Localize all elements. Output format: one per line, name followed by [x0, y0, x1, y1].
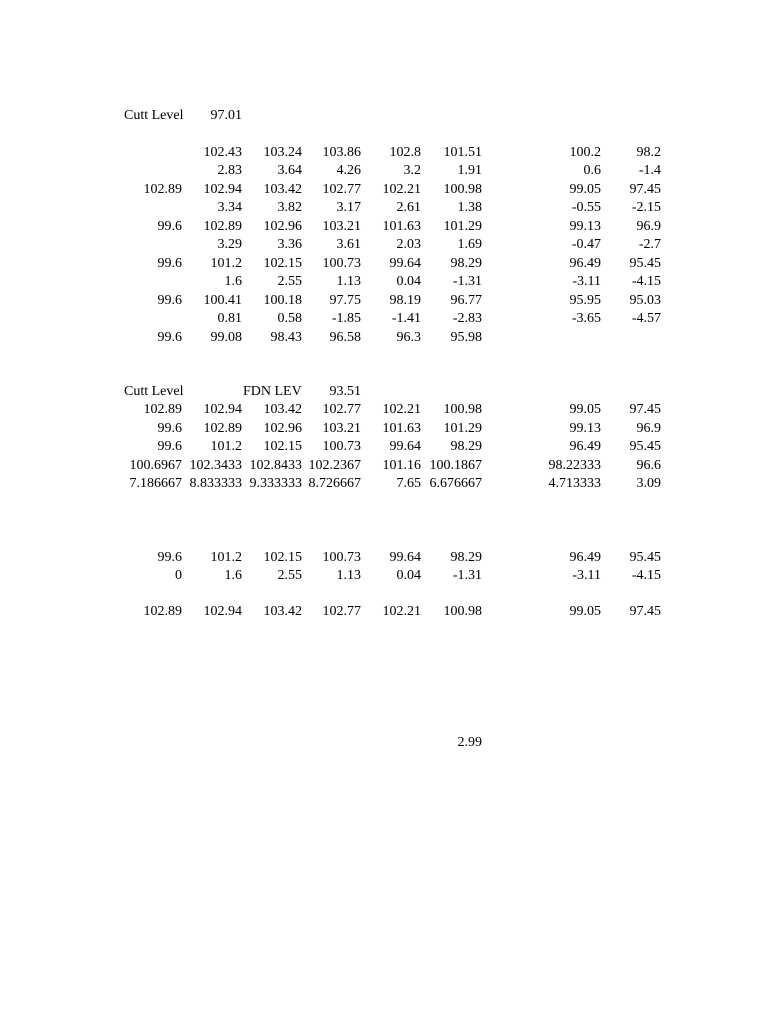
sheet-row — [0, 602, 768, 621]
sheet-cell: 101.16 — [382, 458, 421, 473]
sheet-cell: Cutt Level — [124, 384, 184, 399]
sheet-cell: 98.2 — [636, 145, 661, 160]
sheet-row — [0, 143, 768, 162]
sheet-row — [0, 272, 768, 291]
sheet-cell: 98.29 — [450, 439, 482, 454]
sheet-cell: 2.55 — [277, 274, 302, 289]
sheet-cell: 100.73 — [322, 439, 361, 454]
sheet-cell: -2.15 — [631, 200, 661, 215]
sheet-cell: 2.55 — [277, 568, 302, 583]
sheet-cell: 102.94 — [203, 182, 242, 197]
sheet-cell: -1.31 — [452, 274, 482, 289]
sheet-cell: 102.94 — [203, 402, 242, 417]
sheet-cell: 103.21 — [322, 421, 361, 436]
sheet-row — [0, 566, 768, 585]
sheet-cell: 101.51 — [443, 145, 482, 160]
sheet-cell: 100.73 — [322, 256, 361, 271]
sheet-cell: 3.17 — [336, 200, 361, 215]
sheet-cell: -3.11 — [572, 274, 601, 289]
sheet-cell: 101.2 — [210, 439, 242, 454]
sheet-cell: 99.64 — [389, 550, 421, 565]
sheet-cell: 7.186667 — [129, 476, 182, 491]
sheet-cell: 103.42 — [263, 604, 302, 619]
sheet-cell: 0.81 — [217, 311, 242, 326]
sheet-cell: 1.38 — [457, 200, 482, 215]
sheet-row — [0, 106, 768, 125]
sheet-cell: 1.13 — [336, 568, 361, 583]
sheet-row — [0, 254, 768, 273]
sheet-cell — [351, 106, 421, 125]
sheet-cell: 0.58 — [277, 311, 302, 326]
sheet-cell: 102.15 — [263, 550, 302, 565]
sheet-cell: 1.69 — [457, 237, 482, 252]
sheet-cell: 1.6 — [224, 568, 242, 583]
sheet-cell: 4.26 — [336, 163, 361, 178]
sheet-row — [0, 161, 768, 180]
sheet-cell: 97.45 — [629, 402, 661, 417]
sheet-cell: FDN LEV — [243, 384, 302, 399]
sheet-cell: -4.15 — [631, 568, 661, 583]
sheet-cell: 3.64 — [277, 163, 302, 178]
sheet-cell: 99.64 — [389, 439, 421, 454]
sheet-cell: 3.09 — [636, 476, 661, 491]
sheet-cell: 102.77 — [322, 182, 361, 197]
sheet-cell: 103.24 — [263, 145, 302, 160]
sheet-cell — [591, 106, 661, 125]
sheet-row — [0, 328, 768, 347]
sheet-cell: 99.05 — [569, 604, 601, 619]
sheet-cell: 99.05 — [569, 402, 601, 417]
sheet-cell: 102.89 — [203, 421, 242, 436]
sheet-cell: 100.98 — [443, 402, 482, 417]
sheet-cell: -3.11 — [572, 568, 601, 583]
sheet-cell — [172, 382, 242, 401]
sheet-cell: 8.726667 — [308, 476, 361, 491]
sheet-cell: 103.86 — [322, 145, 361, 160]
sheet-cell: 2.03 — [396, 237, 421, 252]
sheet-cell: 99.13 — [569, 219, 601, 234]
sheet-cell: Cutt Level — [124, 108, 184, 123]
sheet-cell: 8.833333 — [189, 476, 242, 491]
sheet-cell: 99.6 — [157, 330, 182, 345]
sheet-cell: 102.77 — [322, 604, 361, 619]
sheet-cell: 103.42 — [263, 402, 302, 417]
sheet-cell: 95.45 — [629, 550, 661, 565]
sheet-cell: 99.64 — [389, 256, 421, 271]
sheet-cell: 3.61 — [336, 237, 361, 252]
sheet-cell — [351, 382, 421, 401]
sheet-cell: 102.3433 — [189, 458, 242, 473]
sheet-cell: 96.49 — [569, 550, 601, 565]
sheet-cell: 102.96 — [263, 219, 302, 234]
sheet-cell: -1.4 — [638, 163, 661, 178]
sheet-cell: 95.98 — [450, 330, 482, 345]
sheet-row — [0, 474, 768, 493]
sheet-cell: 101.63 — [382, 219, 421, 234]
sheet-cell: -4.57 — [631, 311, 661, 326]
sheet-cell: 102.21 — [382, 604, 421, 619]
sheet-cell: 93.51 — [329, 384, 361, 399]
sheet-cell: 101.63 — [382, 421, 421, 436]
sheet-cell: 98.22333 — [548, 458, 601, 473]
sheet-row — [0, 198, 768, 217]
sheet-cell: 102.8433 — [249, 458, 302, 473]
sheet-row — [0, 382, 768, 401]
sheet-cell: 95.95 — [569, 293, 601, 308]
sheet-cell: 2.99 — [457, 735, 482, 750]
sheet-cell: 98.19 — [389, 293, 421, 308]
sheet-cell: 102.21 — [382, 402, 421, 417]
sheet-cell: 103.42 — [263, 182, 302, 197]
sheet-cell: 101.2 — [210, 550, 242, 565]
sheet-cell: 99.13 — [569, 421, 601, 436]
sheet-cell: 95.45 — [629, 439, 661, 454]
sheet-cell: 99.6 — [157, 256, 182, 271]
sheet-cell: 102.2367 — [308, 458, 361, 473]
sheet-cell: 99.05 — [569, 182, 601, 197]
sheet-cell: 9.333333 — [249, 476, 302, 491]
sheet-cell: 100.73 — [322, 550, 361, 565]
sheet-cell: 6.676667 — [429, 476, 482, 491]
sheet-cell: 101.29 — [443, 219, 482, 234]
sheet-row — [0, 217, 768, 236]
sheet-cell: -4.15 — [631, 274, 661, 289]
sheet-cell: 3.34 — [217, 200, 242, 215]
sheet-cell: 99.6 — [157, 421, 182, 436]
sheet-row — [0, 180, 768, 199]
sheet-cell: -1.85 — [331, 311, 361, 326]
sheet-row — [0, 235, 768, 254]
sheet-cell: -2.83 — [452, 311, 482, 326]
sheet-cell: 98.43 — [270, 330, 302, 345]
sheet-row — [0, 437, 768, 456]
sheet-cell: 96.9 — [636, 421, 661, 436]
sheet-cell: 102.94 — [203, 604, 242, 619]
sheet-cell: 3.29 — [217, 237, 242, 252]
sheet-cell: 102.96 — [263, 421, 302, 436]
sheet-cell: -3.65 — [571, 311, 601, 326]
sheet-row — [0, 548, 768, 567]
sheet-row — [0, 733, 768, 752]
sheet-cell: 102.77 — [322, 402, 361, 417]
sheet-cell: 0.04 — [396, 274, 421, 289]
sheet-cell: 2.83 — [217, 163, 242, 178]
sheet-cell: 98.29 — [450, 256, 482, 271]
sheet-cell: -1.31 — [452, 568, 482, 583]
sheet-cell: 99.08 — [210, 330, 242, 345]
sheet-cell: 99.6 — [157, 219, 182, 234]
sheet-cell: 95.45 — [629, 256, 661, 271]
sheet-cell: 102.15 — [263, 256, 302, 271]
sheet-cell: -0.55 — [571, 200, 601, 215]
sheet-cell: 96.3 — [396, 330, 421, 345]
sheet-row — [0, 400, 768, 419]
sheet-cell: 96.9 — [636, 219, 661, 234]
sheet-row — [0, 309, 768, 328]
sheet-cell — [591, 733, 661, 752]
sheet-cell: 3.36 — [277, 237, 302, 252]
sheet-cell: 97.01 — [210, 108, 242, 123]
sheet-cell: 100.6967 — [129, 458, 182, 473]
sheet-cell: -1.41 — [391, 311, 421, 326]
sheet-cell: 102.15 — [263, 439, 302, 454]
sheet-cell: -0.47 — [571, 237, 601, 252]
sheet-cell: 7.65 — [396, 476, 421, 491]
sheet-cell: 102.89 — [143, 182, 182, 197]
sheet-row — [0, 419, 768, 438]
sheet-cell: 4.713333 — [548, 476, 601, 491]
sheet-cell: 96.6 — [636, 458, 661, 473]
sheet-cell: 102.21 — [382, 182, 421, 197]
sheet-cell: 1.6 — [224, 274, 242, 289]
sheet-cell: 0.04 — [396, 568, 421, 583]
sheet-cell: 100.98 — [443, 182, 482, 197]
sheet-cell: 96.49 — [569, 256, 601, 271]
sheet-cell: 102.8 — [389, 145, 421, 160]
sheet-cell: 95.03 — [629, 293, 661, 308]
sheet-cell: 99.6 — [157, 293, 182, 308]
sheet-cell: 3.82 — [277, 200, 302, 215]
sheet-cell: 2.61 — [396, 200, 421, 215]
sheet-row — [0, 291, 768, 310]
sheet-cell: 0.6 — [583, 163, 601, 178]
sheet-cell: 98.29 — [450, 550, 482, 565]
sheet-cell: 102.89 — [203, 219, 242, 234]
sheet-cell: 101.29 — [443, 421, 482, 436]
sheet-cell: 100.18 — [263, 293, 302, 308]
sheet-cell: 97.45 — [629, 604, 661, 619]
sheet-cell: 102.89 — [143, 604, 182, 619]
sheet-cell: 101.2 — [210, 256, 242, 271]
sheet-cell: 99.6 — [157, 550, 182, 565]
sheet-cell — [351, 733, 421, 752]
sheet-cell: 100.98 — [443, 604, 482, 619]
sheet-cell: 96.58 — [329, 330, 361, 345]
sheet-cell: 103.21 — [322, 219, 361, 234]
sheet-cell: 97.45 — [629, 182, 661, 197]
sheet-cell: -2.7 — [638, 237, 661, 252]
sheet-cell: 100.41 — [203, 293, 242, 308]
sheet-cell: 3.2 — [403, 163, 421, 178]
sheet-cell: 102.43 — [203, 145, 242, 160]
sheet-cell: 96.77 — [450, 293, 482, 308]
sheet-cell: 100.1867 — [429, 458, 482, 473]
sheet-cell: 0 — [175, 568, 182, 583]
sheet-cell: 1.91 — [457, 163, 482, 178]
sheet-cell: 97.75 — [329, 293, 361, 308]
sheet-cell: 100.2 — [569, 145, 601, 160]
sheet-cell: 1.13 — [336, 274, 361, 289]
sheet-cell: 102.89 — [143, 402, 182, 417]
sheet-row — [0, 456, 768, 475]
sheet-cell: 96.49 — [569, 439, 601, 454]
sheet-cell: 99.6 — [157, 439, 182, 454]
sheet-cell — [591, 328, 661, 347]
sheet-cell — [591, 382, 661, 401]
